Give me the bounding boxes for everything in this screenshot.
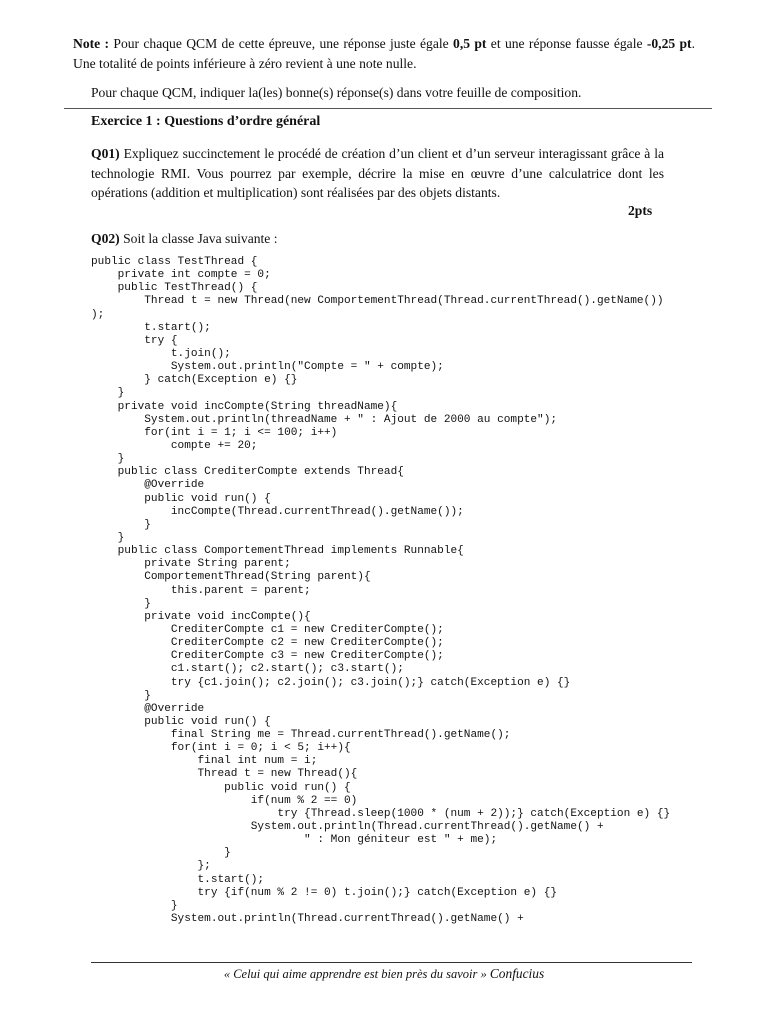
note-label: Note : — [73, 36, 110, 51]
code-line: } — [91, 689, 151, 702]
note-text-a: Pour chaque QCM de cette épreuve, une réponse juste égale — [109, 36, 454, 51]
code-line: compte += 20; — [91, 439, 258, 452]
code-line: public void run() { — [91, 781, 351, 794]
note-text-b: et une réponse fausse égale — [486, 36, 647, 51]
code-line: public void run() { — [91, 492, 271, 505]
code-line: System.out.println(Thread.currentThread().getName() + — [91, 821, 604, 834]
code-line: Thread t = new Thread(){ — [91, 768, 358, 781]
code-line: } — [91, 899, 178, 912]
q02-text: Soit la classe Java suivante : — [119, 231, 278, 246]
code-line: CrediterCompte c3 = new CrediterCompte(); — [91, 650, 444, 663]
code-line: incCompte(Thread.currentThread().getName()); — [91, 505, 464, 518]
code-line: " : Mon géniteur est " + me); — [91, 834, 498, 847]
instruction-text: Pour chaque QCM, indiquer la(les) bonne(s) réponse(s) dans votre feuille de composition. — [91, 85, 582, 100]
header-divider — [64, 108, 712, 109]
code-line: if(num % 2 == 0) — [91, 794, 358, 807]
code-line: }; — [91, 860, 211, 873]
code-line: for(int i = 1; i <= 100; i++) — [91, 426, 338, 439]
code-line: this.parent = parent; — [91, 584, 311, 597]
code-line: t.start(); — [91, 873, 265, 886]
code-line: c1.start(); c2.start(); c3.start(); — [91, 663, 404, 676]
exercise-title: Exercice 1 : Questions d’ordre général — [91, 114, 321, 129]
question-q02 — [91, 231, 278, 247]
code-line: public class ComportementThread implements Runnable{ — [91, 545, 464, 558]
code-line: for(int i = 0; i < 5; i++){ — [91, 742, 351, 755]
code-line: System.out.println("Compte = " + compte); — [91, 361, 444, 374]
note-text-c: . Une totalité de points inférieure à zéro revient à une note nulle. — [73, 36, 695, 71]
code-line: } — [91, 597, 151, 610]
code-line: Thread t = new Thread(new ComportementThread(Thread.currentThread().getName()) — [91, 295, 664, 308]
q01-text: Expliquez succinctement le procédé de création d’un client et d’un serveur interagissant grâce à la technologie RMI. Vous pourrez par exemple, décrire la mise en œuvre d’une calculatrice dont les opérations (addition et multiplication) sont réalisées par des objets distants. — [91, 146, 664, 200]
code-line: try {if(num % 2 != 0) t.join();} catch(Exception e) {} — [91, 886, 558, 899]
java-code-block — [91, 256, 670, 926]
code-line: public class TestThread { — [91, 256, 258, 268]
code-line: public TestThread() { — [91, 282, 258, 295]
q02-label: Q02) — [91, 231, 120, 246]
code-line: public class CrediterCompte extends Thread{ — [91, 466, 404, 479]
code-line: public void run() { — [91, 715, 271, 728]
q01-label: Q01) — [91, 146, 120, 161]
code-line: } — [91, 453, 125, 466]
note-correct-value: 0,5 pt — [453, 36, 487, 51]
footer-quote-text: « Celui qui aime apprendre est bien près du savoir » — [223, 967, 490, 981]
footer-divider — [91, 962, 692, 963]
code-line: CrediterCompte c2 = new CrediterCompte(); — [91, 637, 444, 650]
code-line: final String me = Thread.currentThread().getName(); — [91, 729, 511, 742]
code-line: } — [91, 847, 231, 860]
code-line: private void incCompte(){ — [91, 610, 311, 623]
footer-quote — [0, 966, 768, 982]
code-line: System.out.println(threadName + " : Ajout de 2000 au compte"); — [91, 413, 558, 426]
code-line: } — [91, 387, 125, 400]
code-line: @Override — [91, 479, 205, 492]
code-line: ComportementThread(String parent){ — [91, 571, 371, 584]
code-line: private int compte = 0; — [91, 269, 271, 282]
code-line: @Override — [91, 702, 205, 715]
code-line: try { — [91, 334, 178, 347]
footer-author: Confucius — [489, 966, 545, 981]
question-q01 — [91, 144, 664, 203]
code-line: t.start(); — [91, 321, 211, 334]
code-line: private void incCompte(String threadName){ — [91, 400, 398, 413]
code-line: } — [91, 531, 125, 544]
code-line: final int num = i; — [91, 755, 318, 768]
q01-points: 2pts — [628, 203, 653, 218]
code-line: private String parent; — [91, 558, 291, 571]
note-wrong-value: -0,25 pt — [646, 36, 692, 51]
code-line: CrediterCompte c1 = new CrediterCompte(); — [91, 623, 444, 636]
code-line: try {Thread.sleep(1000 * (num + 2));} catch(Exception e) {} — [91, 807, 671, 820]
note-paragraph — [73, 34, 695, 74]
code-line: try {c1.join(); c2.join(); c3.join();} catch(Exception e) {} — [91, 676, 571, 689]
code-line: ); — [91, 308, 105, 321]
code-line: } catch(Exception e) {} — [91, 374, 298, 387]
code-line: System.out.println(Thread.currentThread().getName() + — [91, 913, 524, 926]
code-line: t.join(); — [91, 347, 231, 360]
code-line: } — [91, 518, 151, 531]
